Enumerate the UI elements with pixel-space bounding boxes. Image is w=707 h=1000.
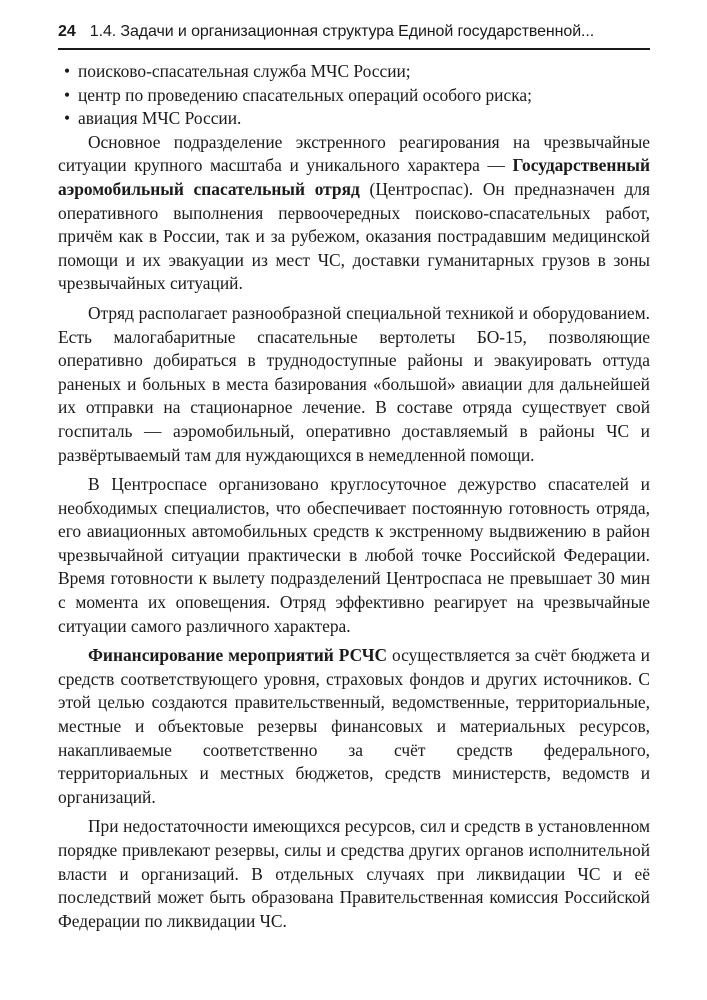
bullet-marker: • bbox=[64, 84, 71, 105]
paragraph-equipment: Отряд располагает разнообразной специальной техникой и оборудованием. Есть малогабаритные спасательные вертолеты БО-15, позволяющие оперативно добираться в труднодоступные районы и эвакуировать оттуда раненых и больных в места базирования «большой» авиации для дальнейшей их отправки на стационарное лечение. В составе отряда существует свой госпиталь — аэромобильный, оперативно доставляемый в районы ЧС и развёртываемый там для нуждающихся в немедленной помощи. bbox=[58, 302, 650, 465]
body-text bbox=[58, 60, 650, 933]
list-item-text: авиация МЧС России. bbox=[78, 108, 242, 129]
list-item bbox=[58, 107, 650, 131]
bullet-marker: • bbox=[64, 108, 71, 129]
paragraph-financing bbox=[58, 644, 650, 809]
bullet-marker: • bbox=[64, 61, 71, 81]
running-header bbox=[58, 22, 650, 50]
paragraph-text: (Центроспас). Он предназначен для оперативного выполнения первоочередных поисково-спасательных работ, причём как в России, так и за рубежом, оказания пострадавшим медицинской помощи и их эвакуации из мест ЧС, доставки гуманитарных грузов в зоны чрезвычайных ситуаций. bbox=[58, 178, 650, 294]
document-page bbox=[58, 22, 650, 933]
bold-term: Финансирование мероприятий РСЧС bbox=[88, 645, 388, 666]
paragraph-duty: В Центроспасе организовано круглосуточное дежурство спасателей и необходимых специалистов, что обеспечивает постоянную готовность отряда, его авиационных автомобильных средств к экстренному выдвижению в район чрезвычайной ситуации практически в любой точке Российской Федерации. Время готовности к вылету подразделений Центроспаса не превышает 30 мин с момента их оповещения. Отряд эффективно реагирует на чрезвычайные ситуации самого различного характера. bbox=[58, 474, 650, 636]
list-item-text: поисково-спасательная служба МЧС России; bbox=[78, 61, 411, 81]
bullet-list bbox=[58, 60, 650, 131]
paragraph-centrospas bbox=[58, 131, 650, 296]
bold-term: Государственный аэромобильный спасательный отряд bbox=[58, 155, 650, 199]
paragraph-text: осуществляется за счёт бюджета и средств соответствующего уровня, страховых фондов и других источников. С этой целью создаются правительственный, ведомственные, территориальные, местные и объектовые резервы финансовых и материальных ресурсов, накапливаемые соответственно за счёт средств федерального, территориальных и местных бюджетов, средств министерств, ведомств и организаций. bbox=[58, 645, 650, 807]
list-item bbox=[58, 84, 650, 108]
paragraph-text: Основное подразделение экстренного реагирования на чрезвычайные ситуации крупного масштаба и уникального характера — bbox=[58, 131, 650, 176]
section-title: 1.4. Задачи и организационная структура Единой государственной... bbox=[89, 23, 595, 40]
list-item-text: центр по проведению спасательных операций особого риска; bbox=[78, 84, 532, 105]
page-number: 24 bbox=[58, 23, 76, 40]
paragraph-reserves: При недостаточности имеющихся ресурсов, сил и средств в установленном порядке привлекают резервы, силы и средства других органов исполнительной власти и организаций. В отдельных случаях при ликвидации ЧС и её последствий может быть образована Правительственная комиссия Российской Федерации по ликвидации ЧС. bbox=[58, 816, 650, 931]
list-item bbox=[58, 60, 650, 84]
